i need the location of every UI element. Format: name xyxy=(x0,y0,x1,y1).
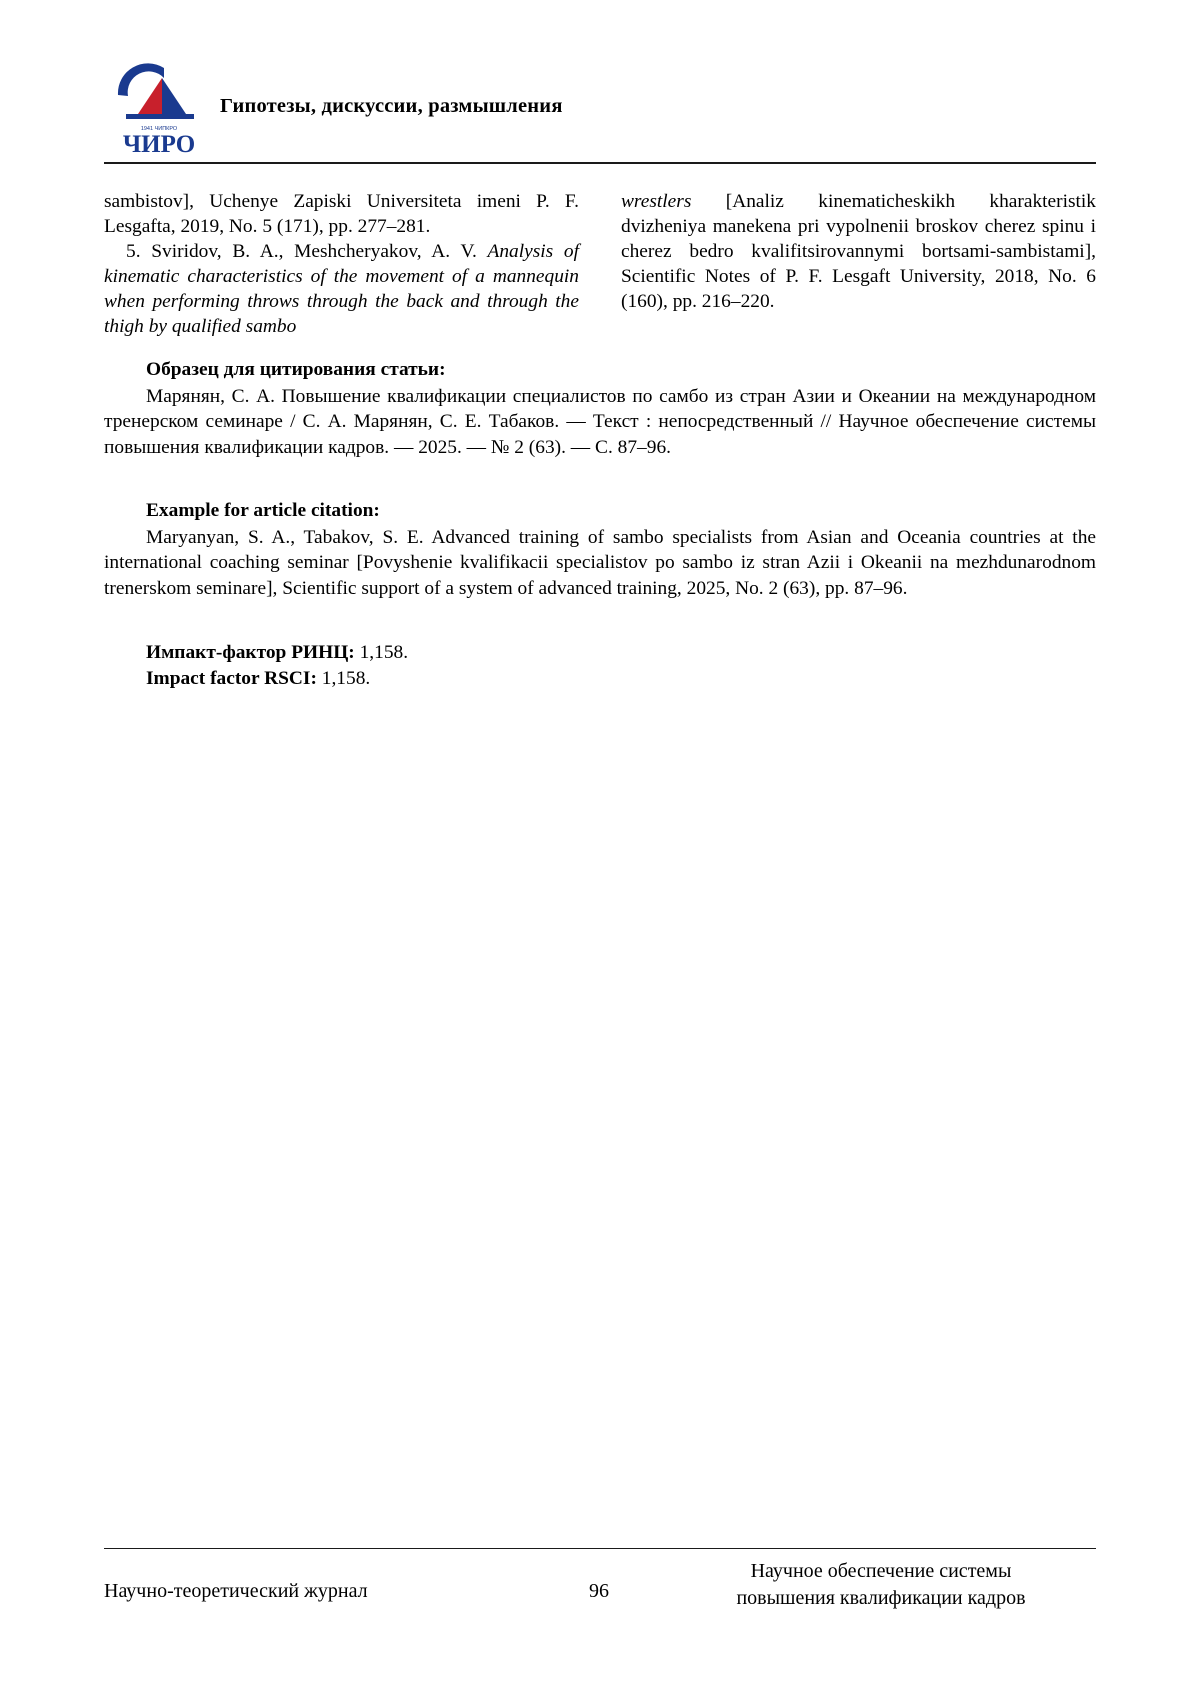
page-header xyxy=(104,52,1096,160)
footer-page-number: 96 xyxy=(589,1580,609,1602)
reference-item-5 xyxy=(104,240,579,340)
page-footer xyxy=(104,1558,1096,1648)
impact-factor-ru xyxy=(104,640,1096,666)
impact-factor-en xyxy=(104,666,1096,692)
impact-factor-ru-value: 1,158. xyxy=(359,642,409,663)
reference-transliteration: [Analiz kinematicheskikh kharakteristik dvizheniya manekena pri vypolnenii broskov cherez spinu i cherez bedro kvalifitsirovannymi bortsami-sambistami], Scientific Notes of P. F. Lesgaft University, 2018, No. 6 (160), pp. 216–220. xyxy=(621,191,1096,312)
reference-title-italic-cont: wrestlers xyxy=(621,191,692,212)
reference-right-text xyxy=(621,190,1096,315)
reference-authors: 5. Sviridov, B. A., Meshcheryakov, A. V. xyxy=(126,240,488,262)
impact-factor-en-value: 1,158. xyxy=(321,667,371,689)
reference-column-right xyxy=(621,190,1096,340)
header-divider xyxy=(104,162,1096,164)
footer-divider xyxy=(104,1548,1096,1549)
citation-sample-ru xyxy=(104,357,1096,460)
reference-columns xyxy=(104,190,1096,340)
header-title: Гипотезы, дискуссии, размышления xyxy=(220,95,563,117)
citation-sample-en xyxy=(104,498,1096,601)
citation-ru-text: Марянян, С. А. Повышение квалификации специалистов по самбо из стран Азии и Океании на международном тренерском семинаре / С. А. Марянян, С. Е. Табаков. — Текст : непосредственный // Научное обеспечение системы повышения квалификации кадров. — 2025. — № 2 (63). — С. 87–96. xyxy=(104,386,1096,458)
reference-continuation: sambistov], Uchenye Zapiski Universiteta imeni P. F. Lesgafta, 2019, No. 5 (171), pp. 277–281. xyxy=(104,191,579,237)
chiro-logo xyxy=(104,52,214,160)
impact-factor-ru-label: Импакт-фактор РИНЦ: xyxy=(146,642,355,663)
impact-factor-en-label: Impact factor RSCI: xyxy=(146,667,317,689)
reference-column-left xyxy=(104,190,579,340)
citation-en-heading: Example for article citation: xyxy=(146,500,380,521)
impact-factor-block xyxy=(104,640,1096,692)
svg-text:1941 ЧИПКРО: 1941 ЧИПКРО xyxy=(140,126,178,132)
footer-journal-title xyxy=(666,1558,1096,1611)
citation-ru-heading: Образец для цитирования статьи: xyxy=(146,359,446,380)
reference-title-italic: Analysis of kinematic characteristics of the movement of a mannequin when performing throws through the back and through the thigh by qualified sambo xyxy=(104,240,579,337)
svg-text:ЧИРО: ЧИРО xyxy=(122,131,196,158)
citation-en-text: Maryanyan, S. A., Tabakov, S. E. Advanced training of sambo specialists from Asian and Oceania countries at the international coaching seminar [Povyshenie kvalifikacii specialistov po sambo iz stran Azii i Okeanii na mezhdunarodnom trenerskom seminare], Scientific support of a system of advanced training, 2025, No. 2 (63), pp. 87–96. xyxy=(104,527,1096,599)
footer-journal-title-line1: Научное обеспечение системы xyxy=(750,1560,1012,1582)
footer-journal-name: Научно-теоретический журнал xyxy=(104,1580,368,1602)
footer-journal-title-line2: повышения квалификации кадров xyxy=(736,1586,1026,1609)
